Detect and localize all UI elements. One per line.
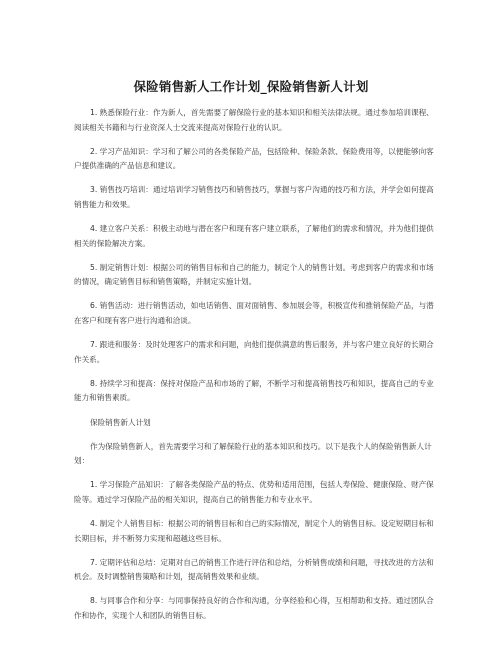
paragraph-3: 3. 销售技巧培训：通过培训学习销售技巧和销售技巧，掌握与客户沟通的技巧和方法，并学会如何提高销售能力和效果。 [74,185,434,209]
document-body [74,106,434,633]
paragraph-4: 4. 建立客户关系：积极主动地与潜在客户和现有客户建立联系，了解他们的需求和情况，并为他们提供相关的保险解决方案。 [74,224,434,248]
paragraph-plan-8: 8. 与同事合作和分享：与同事保持良好的合作和沟通，分享经验和心得，互相帮助和支持。通过团队合作和协作，实现个人和团队的销售目标。 [74,596,434,620]
paragraph-plan-4: 4. 制定个人销售目标：根据公司的销售目标和自己的实际情况，制定个人的销售目标。设定短期目标和长期目标，并不断努力实现和超越这些目标。 [74,518,434,543]
document-title: 保险销售新人工作计划_保险销售新人计划 [133,79,369,94]
paragraph-8: 8. 持续学习和提高：保持对保险产品和市场的了解，不断学习和提高销售技巧和知识，提高自己的专业能力和销售素质。 [74,378,434,403]
paragraph-plan-7: 7. 定期评估和总结：定期对自己的销售工作进行评估和总结，分析销售成绩和问题，寻找改进的方法和机会。及时调整销售策略和计划，提高销售效果和业绩。 [74,557,434,582]
paragraph-5: 5. 制定销售计划：根据公司的销售目标和自己的能力，制定个人的销售计划。考虑到客户的需求和市场的情况，确定销售目标和销售策略，并制定实施计划。 [74,262,434,287]
paragraph-intro: 作为保险销售新人，首先需要学习和了解保险行业的基本知识和技巧。以下是我个人的保险销售新人计划： [74,441,432,466]
paragraph-1: 1. 熟悉保险行业：作为新人，首先需要了解保险行业的基本知识和相关法律法规。通过参加培训课程、阅读相关书籍和与行业资深人士交流来提高对保险行业的认识。 [74,108,434,132]
paragraph-7: 7. 跟进和服务：及时处理客户的需求和问题，向他们提供满意的售后服务，并与客户建立良好的长期合作关系。 [74,340,434,364]
paragraph-2: 2. 学习产品知识：学习和了解公司的各类保险产品，包括险种、保险条款、保险费用等，以便能够向客户提供准确的产品信息和建议。 [74,146,434,171]
paragraph-plan-1: 1. 学习保险产品知识：了解各类保险产品的特点、优势和适用范围，包括人寿保险、健康保险、财产保险等。通过学习保险产品的相关知识，提高自己的销售能力和专业水平。 [74,480,434,504]
paragraph-6: 6. 销售活动：进行销售活动，如电话销售、面对面销售、参加展会等，积极宣传和推销保险产品，与潜在客户和现有客户进行沟通和洽谈。 [74,301,434,326]
section-heading: 保险销售新人计划 [90,417,151,427]
